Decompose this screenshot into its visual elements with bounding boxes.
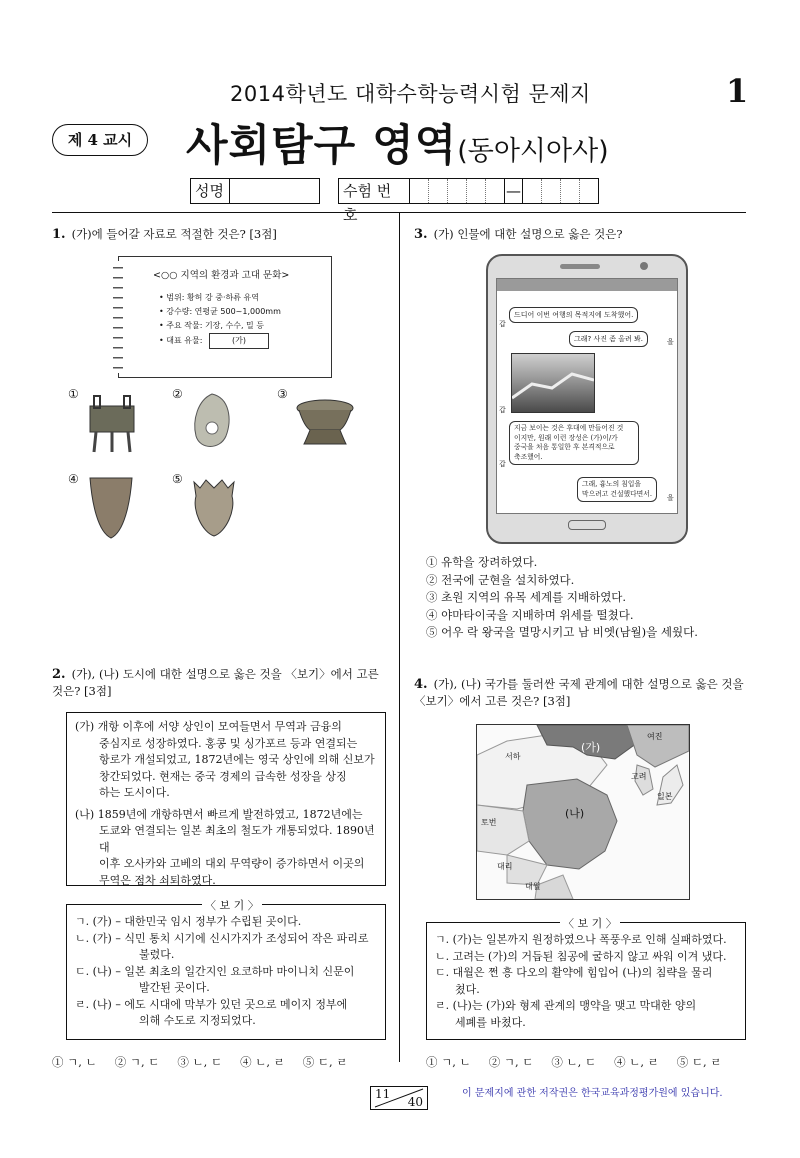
speaker-a-label: 갑: [499, 320, 506, 328]
spiral-binding: [113, 261, 123, 373]
bogi-line: 쳤다.: [455, 982, 480, 996]
speaker-a-label: 갑: [499, 460, 506, 468]
copyright-notice: 이 문제지에 관한 저작권은 한국교육과정평가원에 있습니다.: [462, 1088, 723, 1099]
q1-stem: [52, 226, 277, 243]
ga-line: (가) 개항 이후에 서양 상인이 모여들면서 무역과 금융의: [75, 720, 342, 733]
great-wall-photo: [511, 353, 595, 413]
page-current: 11: [375, 1087, 391, 1101]
speaker-a-label: 갑: [499, 406, 506, 414]
q1-option-4-label: ④: [68, 472, 79, 486]
map-label-daeri: 대리: [497, 862, 513, 871]
exam-no-digits-a[interactable]: [410, 178, 505, 204]
bogi-line: 불렸다.: [139, 948, 175, 961]
period-badge: 제 4 교시: [52, 124, 148, 156]
q3-text: (가) 인물에 대한 설명으로 옳은 것은?: [433, 227, 623, 241]
bogi-line: ㄱ. (가) – 대한민국 임시 정부가 수립된 곳이다.: [75, 915, 302, 928]
answer-option[interactable]: ④ ㄴ, ㄹ: [614, 1055, 659, 1069]
q1-notebook: [118, 256, 332, 378]
name-label: 성명: [190, 178, 230, 204]
q4-answers: [426, 1054, 721, 1070]
q4-map: [476, 724, 690, 900]
exam-no-digits-b[interactable]: [523, 178, 599, 204]
bogi-line: ㄷ. 대월은 쩐 흥 다오의 활약에 힘입어 (나)의 침략을 물리: [435, 966, 713, 979]
id-box: [190, 178, 599, 224]
q3-option[interactable]: ① 유학을 장려하였다.: [426, 555, 538, 569]
comb-pottery-icon: [86, 474, 136, 542]
page-total: 40: [407, 1095, 423, 1109]
subject-title: [186, 112, 609, 173]
bronze-ding-icon: [84, 392, 140, 454]
q2-answers: [52, 1054, 347, 1070]
phone-speaker: [560, 264, 600, 269]
q3-number: 3.: [414, 227, 428, 242]
chat-bubble-1: 드디어 이번 여행의 목적지에 도착했어.: [509, 307, 638, 323]
chat-bubble-2: 그래? 사진 좀 올려 봐.: [569, 331, 648, 347]
answer-option[interactable]: ② ㄱ, ㄷ: [114, 1055, 160, 1069]
page-number: 1: [726, 72, 749, 110]
note-item: • 범위: 황허 강 중·하류 유역: [159, 293, 259, 302]
column-divider: [399, 212, 400, 1062]
q1-number: 1.: [52, 227, 66, 242]
bogi-line: ㄹ. (나) – 에도 시대에 막부가 있던 곳으로 메이지 정부에: [75, 997, 348, 1011]
home-button: [568, 520, 606, 530]
map-label-goryeo: 고려: [631, 772, 647, 781]
bogi-line: ㄴ. (가) – 식민 통치 시기에 신시가지가 조성되어 작은 파리로: [75, 931, 369, 945]
q3-option[interactable]: ③ 초원 지역의 유목 세계를 지배하였다.: [426, 590, 627, 604]
answer-option[interactable]: ⑤ ㄷ, ㄹ: [676, 1055, 722, 1069]
q2-text-1: (가), (나) 도시에 대한 설명으로 옳은 것을 〈보기〉에서 고른: [71, 667, 379, 681]
map-label-tobeon: 토번: [481, 818, 497, 827]
q2-stem: [52, 666, 386, 700]
answer-option[interactable]: ② ㄱ, ㄷ: [488, 1055, 534, 1069]
status-bar: [497, 279, 677, 291]
q4-bogi-box: [426, 922, 746, 1040]
ga-line: 창간되었다. 현재는 중국 경제의 급속한 성장을 상징: [99, 769, 347, 783]
bogi-line: ㄱ. (가)는 일본까지 원정하였으나 폭풍우로 인해 실패하였다.: [435, 933, 727, 946]
q2-number: 2.: [52, 667, 66, 682]
chat-bubble-4: 그래, 흉노의 침입을 막으려고 건설했다면서.: [577, 477, 657, 502]
exam-no-dash: —: [505, 178, 523, 204]
na-line: 이후 오사카와 고베의 대외 무역량이 증가하면서 이곳의: [99, 857, 365, 870]
painted-pottery-icon: [186, 474, 242, 540]
q1-option-5-label: ⑤: [172, 472, 183, 486]
name-field[interactable]: [230, 178, 320, 204]
ga-line: 항로가 개설되었고, 1872년에는 영국 상인에 의해 신보가: [99, 753, 375, 766]
bogi-line: 발간된 곳이다.: [139, 981, 210, 994]
map-label-japan: 일본: [657, 792, 673, 801]
note-title: <○○ 지역의 환경과 고대 문화>: [153, 270, 290, 281]
answer-option[interactable]: ① ㄱ, ㄴ: [426, 1055, 471, 1069]
q4-number: 4.: [414, 677, 428, 692]
q2-bogi-box: [66, 904, 386, 1040]
subject-main: 사회탐구 영역: [186, 121, 458, 171]
map-label-seoha: 서하: [505, 752, 521, 761]
bogi-line: ㄷ. (나) – 일본 최초의 일간지인 요코하마 마이니치 신문이: [75, 964, 355, 978]
q4-text-1: (가), (나) 국가를 둘러싼 국제 관계에 대한 설명으로 옳은 것을: [433, 677, 744, 691]
q1-text: (가)에 들어갈 자료로 적절한 것은? [3점]: [71, 227, 277, 241]
bogi-line: ㄹ. (나)는 (가)와 형제 관계의 맹약을 맺고 막대한 양의: [435, 999, 697, 1012]
q3-options: [426, 554, 698, 642]
q3-option[interactable]: ② 전국에 군현을 설치하였다.: [426, 572, 575, 587]
answer-option[interactable]: ⑤ ㄷ, ㄹ: [302, 1055, 348, 1069]
note-blank: (가): [209, 333, 269, 349]
na-line: 도쿄와 연결되는 일본 최초의 철도가 개통되었다. 1890년대: [99, 824, 375, 854]
speaker-b-label: 을: [667, 338, 674, 346]
answer-option[interactable]: ③ ㄴ, ㄷ: [177, 1055, 223, 1069]
q2-bogi-title: 〈 보 기 〉: [202, 897, 262, 913]
q3-option[interactable]: ⑤ 어우 락 왕국을 멸망시키고 남 비엣(남월)을 세웠다.: [426, 625, 698, 639]
bronze-drum-icon: [294, 396, 356, 448]
q4-stem: [414, 676, 748, 710]
map-label-yeojin: 여진: [647, 732, 663, 741]
ga-line: 중심지로 성장하였다. 홍콩 및 싱가포르 등과 연결되는: [99, 736, 358, 750]
page-fraction: [370, 1086, 428, 1110]
note-items: [159, 291, 281, 349]
phone-screen: [496, 278, 678, 514]
map-label-daewol: 대월: [525, 882, 541, 891]
subject-sub: (동아시아사): [457, 136, 609, 167]
exam-title: 2014학년도 대학수학능력시험 문제지: [230, 82, 591, 106]
map-label-ga: (가): [581, 741, 601, 754]
q2-text-2: 것은? [3점]: [52, 684, 112, 698]
answer-option[interactable]: ③ ㄴ, ㄷ: [551, 1055, 597, 1069]
q1-option-1-label: ①: [68, 387, 79, 401]
bogi-line: 의해 수도로 지정되었다.: [139, 1014, 256, 1027]
note-item: • 대표 유물: (가): [159, 333, 281, 349]
chat-bubble-3: 지금 보이는 것은 후대에 만들어진 것 이지만, 원래 이런 장성은 (가)이/가 중국을 처음 통일한 후 본격적으로 축조했어.: [509, 421, 639, 465]
exam-no-label: 수험 번호: [338, 178, 410, 204]
bogi-line: 세폐를 바쳤다.: [455, 1015, 526, 1029]
bogi-line: ㄴ. 고려는 (가)의 거듭된 침공에 굴하지 않고 싸워 이겨 냈다.: [435, 949, 727, 963]
answer-option[interactable]: ① ㄱ, ㄴ: [52, 1055, 97, 1069]
note-item: • 강수량: 연평균 500~1,000mm: [159, 307, 281, 316]
answer-option[interactable]: ④ ㄴ, ㄹ: [240, 1055, 285, 1069]
q2-passage-box: [66, 712, 386, 886]
na-line: (나) 1859년에 개항하면서 빠르게 발전하였고, 1872년에는: [75, 807, 363, 821]
ga-line: 하는 도시이다.: [99, 786, 170, 799]
q4-text-2: 〈보기〉에서 고른 것은? [3점]: [414, 694, 571, 708]
map-label-na: (나): [565, 807, 585, 820]
q3-option[interactable]: ④ 야마타이국을 지배하며 위세를 떨쳤다.: [426, 607, 634, 622]
q1-option-3-label: ③: [277, 387, 288, 401]
phone: [486, 254, 688, 544]
q1-option-2-label: ②: [172, 387, 183, 401]
phone-camera: [640, 262, 648, 270]
jade-pig-dragon-icon: [190, 390, 234, 454]
na-line: 무역은 점차 쇠퇴하였다.: [99, 873, 216, 887]
q3-stem: [414, 226, 623, 243]
q4-bogi-title: 〈 보 기 〉: [560, 915, 620, 931]
note-item: • 주요 작물: 기장, 수수, 밀 등: [159, 321, 265, 330]
speaker-b-label: 을: [667, 494, 674, 502]
